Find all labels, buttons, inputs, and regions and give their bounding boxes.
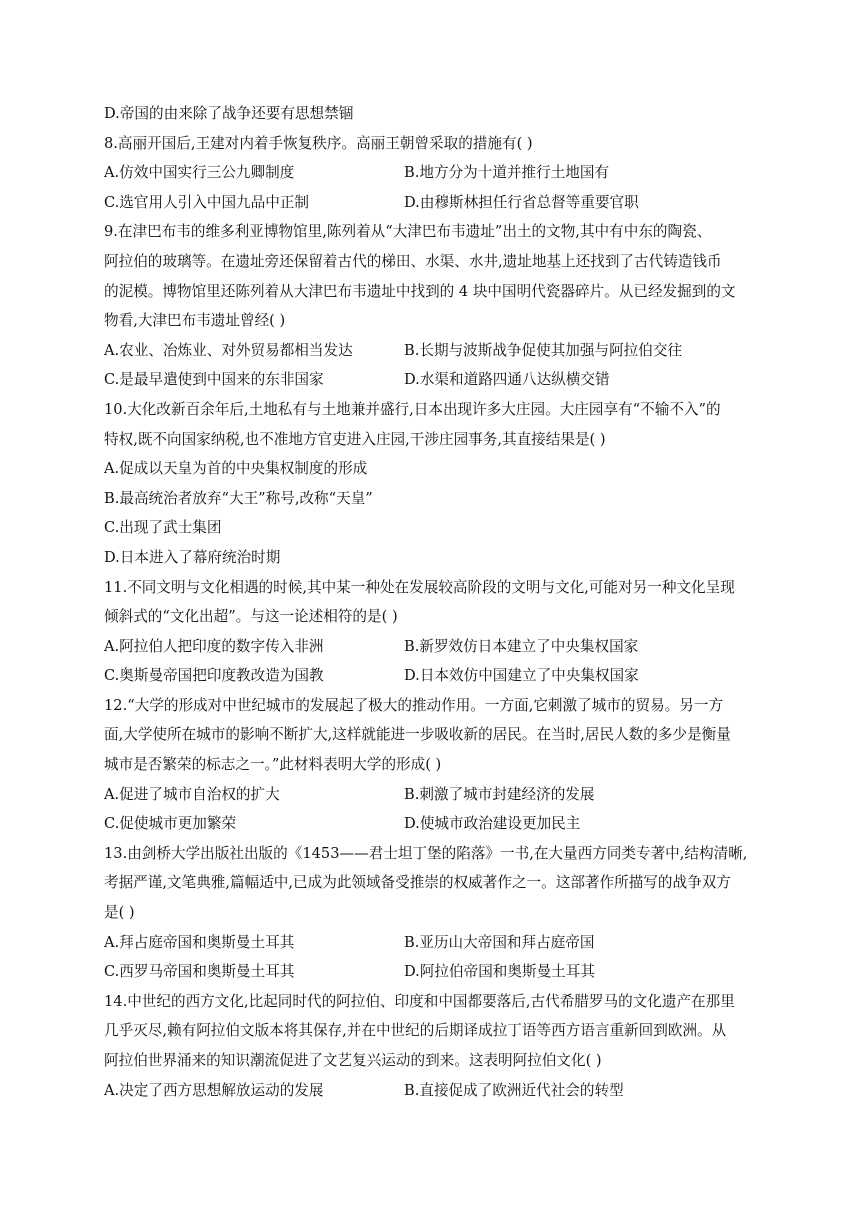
answer-option: A.农业、冶炼业、对外贸易都相当发达 [104,341,353,359]
text-line: 阿拉伯的玻璃等。在遗址旁还保留着古代的梯田、水渠、水井,遗址地基上还找到了古代铸造钱币 [104,252,722,270]
text-line: B.最高统治者放弃“大王”称号,改称“天皇” [104,489,373,507]
answer-option: B.新罗效仿日本建立了中央集权国家 [404,637,639,655]
answer-option: A.决定了西方思想解放运动的发展 [104,1081,324,1099]
text-line: D.帝国的由来除了战争还要有思想禁锢 [104,105,354,122]
answer-option: D.由穆斯林担任行省总督等重要官职 [404,193,639,211]
answer-option: A.阿拉伯人把印度的数字传入非洲 [104,637,324,655]
option-row [104,158,756,188]
answer-option: C.西罗马帝国和奥斯曼土耳其 [104,963,295,981]
answer-option: D.使城市政治建设更加民主 [404,815,581,833]
question-content [104,99,756,1105]
answer-option: C.促使城市更加繁荣 [104,815,237,833]
option-row [104,957,756,987]
answer-option: D.日本效仿中国建立了中央集权国家 [404,667,639,685]
answer-option: B.直接促成了欧洲近代社会的转型 [404,1081,624,1099]
text-line: 8.高丽开国后,王建对内着手恢复秩序。高丽王朝曾采取的措施有( ) [104,134,533,152]
answer-option: B.刺激了城市封建经济的发展 [404,785,595,803]
answer-option: C.是最早遣使到中国来的东非国家 [104,371,324,389]
option-row [104,928,756,958]
answer-option: D.水渠和道路四通八达纵横交错 [404,371,610,389]
option-row [104,365,756,395]
text-line: 11.不同文明与文化相遇的时候,其中某一种处在发展较高阶段的文明与文化,可能对另一种文化呈现 [104,578,735,596]
option-row [104,661,756,691]
text-line: 13.由剑桥大学出版社出版的《1453——君士坦丁堡的陷落》一书,在大量西方同类专著中,结构清晰, [104,844,748,862]
answer-option: B.地方分为十道并推行土地国有 [404,164,610,182]
text-line: 特权,既不向国家纳税,也不准地方官吏进入庄园,干涉庄园事务,其直接结果是( ) [104,430,606,448]
text-line: 物看,大津巴布韦遗址曾经( ) [104,312,286,330]
text-line: 10.大化改新百余年后,土地私有与土地兼并盛行,日本出现许多大庄园。大庄园享有“不输不入”的 [104,400,721,418]
option-row [104,632,756,662]
answer-option: B.亚历山大帝国和拜占庭帝国 [404,933,595,951]
text-line: D.日本进入了幕府统治时期 [104,548,281,566]
option-row [104,336,756,366]
option-row [104,780,756,810]
text-line: 倾斜式的“文化出超”。与这一论述相符的是( ) [104,608,398,626]
text-line: 城市是否繁荣的标志之一。”此材料表明大学的形成( ) [104,756,442,774]
answer-option: C.奥斯曼帝国把印度教改造为国教 [104,667,324,685]
text-line: 是( ) [104,904,135,922]
text-line: C.出现了武士集团 [104,519,222,537]
text-line: 12.“大学的形成对中世纪城市的发展起了极大的推动作用。一方面,它刺激了城市的贸易。另一方 [104,696,724,714]
answer-option: A.拜占庭帝国和奥斯曼土耳其 [104,933,295,951]
text-line: 面,大学使所在城市的影响不断扩大,这样就能进一步吸收新的居民。在当时,居民人数的多少是衡量 [104,726,731,744]
answer-option: D.阿拉伯帝国和奥斯曼土耳其 [404,963,595,981]
answer-option: B.长期与波斯战争促使其加强与阿拉伯交往 [404,341,683,359]
option-row [104,1076,756,1106]
text-line: 几乎灭尽,赖有阿拉伯文版本将其保存,并在中世纪的后期译成拉丁语等西方语言重新回到欧洲。从 [104,1022,727,1040]
text-line: 考据严谨,文笔典雅,篇幅适中,已成为此领域备受推崇的权威著作之一。这部著作所描写的战争双方 [104,874,731,892]
text-line: A.促成以天皇为首的中央集权制度的形成 [104,460,368,478]
answer-option: A.仿效中国实行三公九卿制度 [104,164,295,182]
text-line: 14.中世纪的西方文化,比起同时代的阿拉伯、印度和中国都要落后,古代希腊罗马的文化遗产在那里 [104,992,735,1010]
text-line: 阿拉伯世界涌来的知识潮流促进了文艺复兴运动的到来。这表明阿拉伯文化( ) [104,1052,602,1069]
answer-option: A.促进了城市自治权的扩大 [104,785,280,803]
answer-option: C.选官用人引入中国九品中正制 [104,193,310,211]
text-line: 9.在津巴布韦的维多利亚博物馆里,陈列着从“大津巴布韦遗址”出土的文物,其中有中东的陶瓷、 [104,223,712,241]
option-row [104,188,756,218]
text-line: 的泥模。博物馆里还陈列着从大津巴布韦遗址中找到的 4 块中国明代瓷器碎片。从已经发掘到的文 [104,282,736,300]
option-row [104,809,756,839]
